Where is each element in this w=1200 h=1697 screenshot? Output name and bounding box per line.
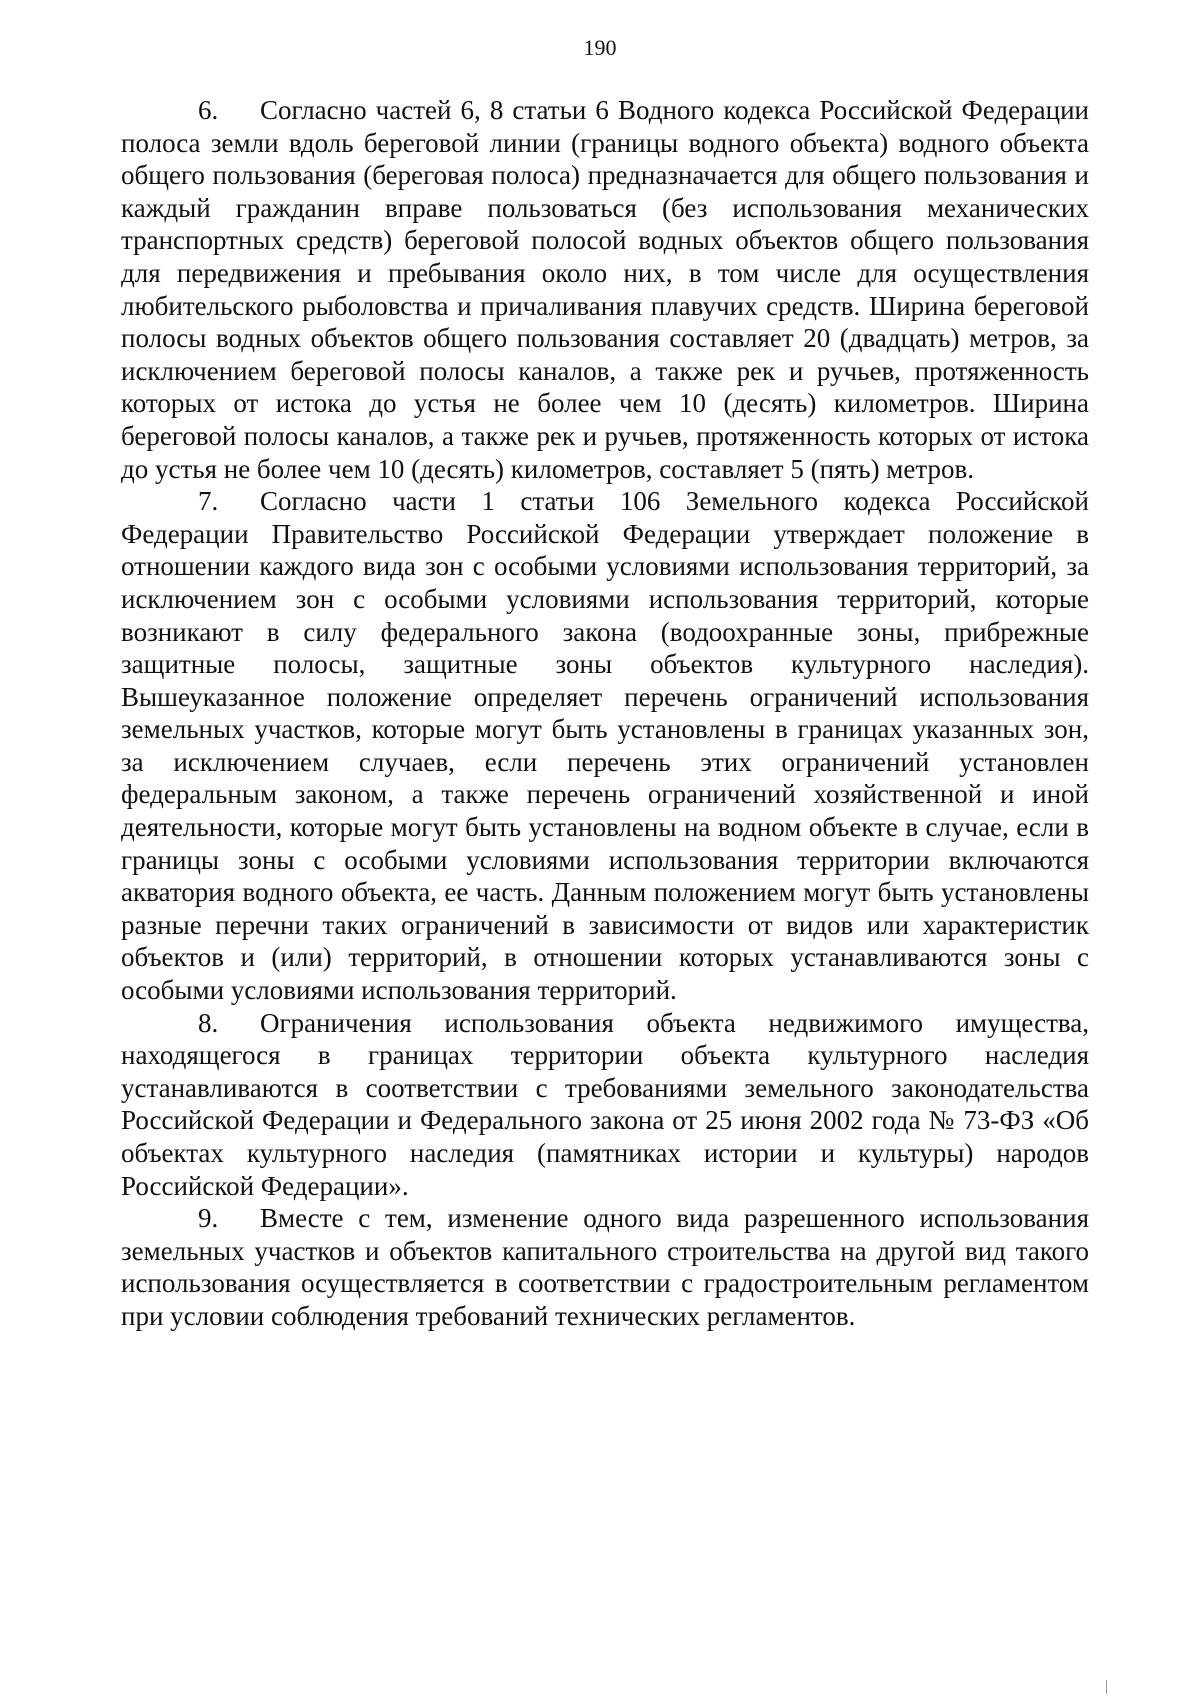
paragraph-text: Согласно частей 6, 8 статьи 6 Водного кодекса Российской Федерации полоса земли вдоль береговой линии (границы водного объекта) водного объекта общего пользования (береговая полоса) предназначается для общего пользования и каждый гражданин вправе пользоваться (без использования механических транспортных средств) береговой полосой водных объектов общего пользования для передвижения и пребывания около них, в том числе для осуществления любительского рыболовства и причаливания плавучих средств. Ширина береговой полосы водных объектов общего пользования составляет 20 (двадцать) метров, за исключением береговой полосы каналов, а также рек и ручьев, протяженность которых от истока до устья не более чем 10 (десять) километров. Ширина береговой полосы каналов, а также рек и ручьев, протяженность которых от истока до устья не более чем 10 (десять) километров, составляет 5 (пять) метров. — [121, 95, 1089, 484]
paragraph-6 — [121, 94, 1089, 485]
paragraph-text: Ограничения использования объекта недвижимого имущества, находящегося в границах территории объекта культурного наследия устанавливаются в соответствии с требованиями земельного законодательства Российской Федерации и Федерального закона от 25 июня 2002 года № 73-ФЗ «Об объектах культурного наследия (памятниках истории и культуры) народов Российской Федерации». — [121, 1007, 1089, 1201]
paragraph-number: 9. — [198, 1203, 219, 1234]
paragraph-7 — [121, 485, 1089, 1007]
document-body — [121, 94, 1089, 1333]
paragraph-8 — [121, 1007, 1089, 1203]
paragraph-number: 6. — [198, 95, 219, 125]
paragraph-9 — [121, 1202, 1089, 1332]
paragraph-text: Вместе с тем, изменение одного вида разрешенного использования земельных участков и объектов капитального строительства на другой вид такого использования осуществляется в соответствии с градостроительным регламентом при условии соблюдения требований технических регламентов. — [121, 1203, 1089, 1331]
paragraph-number: 7. — [198, 486, 219, 517]
page-number: 190 — [583, 35, 617, 60]
paragraph-text: Согласно части 1 статьи 106 Земельного кодекса Российской Федерации Правительство Российской Федерации утверждает положение в отношении каждого вида зон с особыми условиями использования территорий, за исключением зон с особыми условиями использования территорий, которые возникают в силу федерального закона (водоохранные зоны, прибрежные защитные полосы, защитные зоны объектов культурного наследия). Вышеуказанное положение определяет перечень ограничений использования земельных участков, которые могут быть установлены в границах указанных зон, за исключением случаев, если перечень этих ограничений установлен федеральным законом, а также перечень ограничений хозяйственной и иной деятельности, которые могут быть установлены на водном объекте в случае, если в границы зоны с особыми условиями использования территории включаются акватория водного объекта, ее часть. Данным положением могут быть установлены разные перечни таких ограничений в зависимости от видов или характеристик объектов и (или) территорий, в отношении которых устанавливаются зоны с особыми условиями использования территорий. — [121, 486, 1089, 1006]
paragraph-number: 8. — [198, 1007, 219, 1038]
scan-artifact-mark — [1106, 1680, 1107, 1694]
